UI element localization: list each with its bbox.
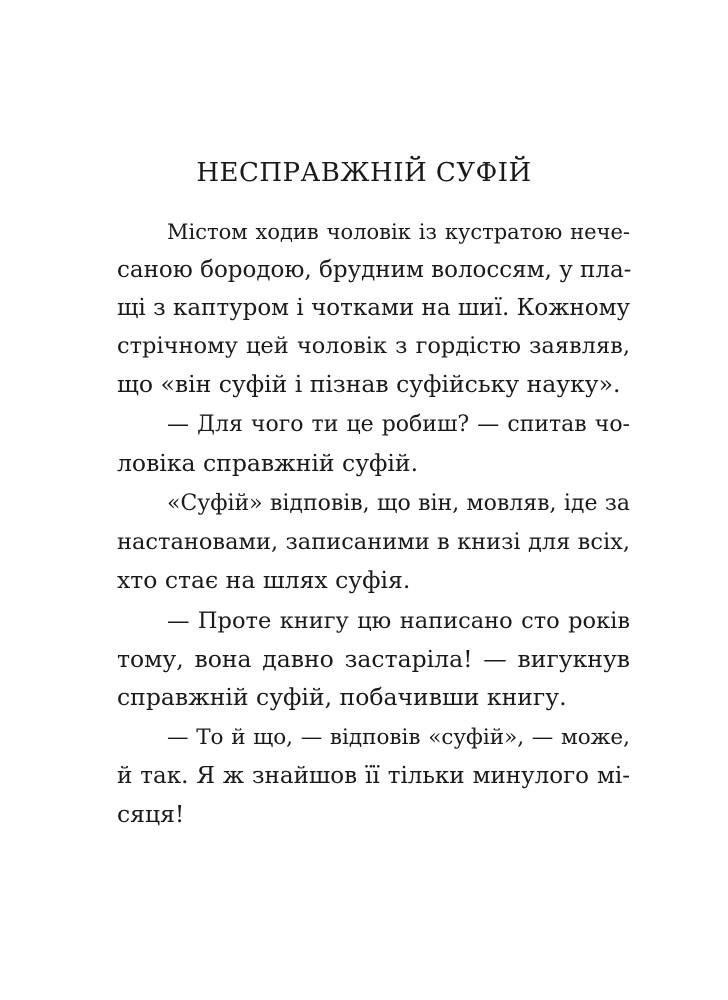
text-line: сяця! xyxy=(117,800,185,828)
text-line: «Суфій» відповів, що він, мовляв, іде за xyxy=(167,491,630,516)
text-line: тому, вона давно застаріла! — вигукнув xyxy=(117,645,630,673)
text-line: що «він суфій і пізнав суфійську науку». xyxy=(117,370,621,398)
text-line: настановами, записаними в книзі для всіх, xyxy=(117,529,630,555)
text-line: — Для чого ти це робиш? — спитав чо- xyxy=(167,412,630,437)
text-line: хто стає на шлях суфія. xyxy=(117,566,411,594)
text-line: стрічному цей чоловік з гордістю заявляв, xyxy=(117,333,630,359)
text-line: — Проте книгу цю написано сто років xyxy=(167,608,630,634)
text-line: — То й що, — відповів «суфій», — може, xyxy=(167,725,630,750)
text-line: ловіка справжній суфій. xyxy=(117,449,419,477)
text-line: Містом ходив чоловік із кустратою нече- xyxy=(167,220,630,244)
text-line: саною бородою, брудним волоссям, у пла- xyxy=(117,257,632,283)
story-title: НЕСПРАВЖНІЙ СУФІЙ xyxy=(196,158,532,188)
text-line: щі з каптуром і чотками на шиї. Кожному xyxy=(117,295,630,321)
text-line: справжній суфій, побачивши книгу. xyxy=(117,683,567,711)
text-line: й так. Я ж знайшов її тільки минулого мі- xyxy=(117,763,630,789)
